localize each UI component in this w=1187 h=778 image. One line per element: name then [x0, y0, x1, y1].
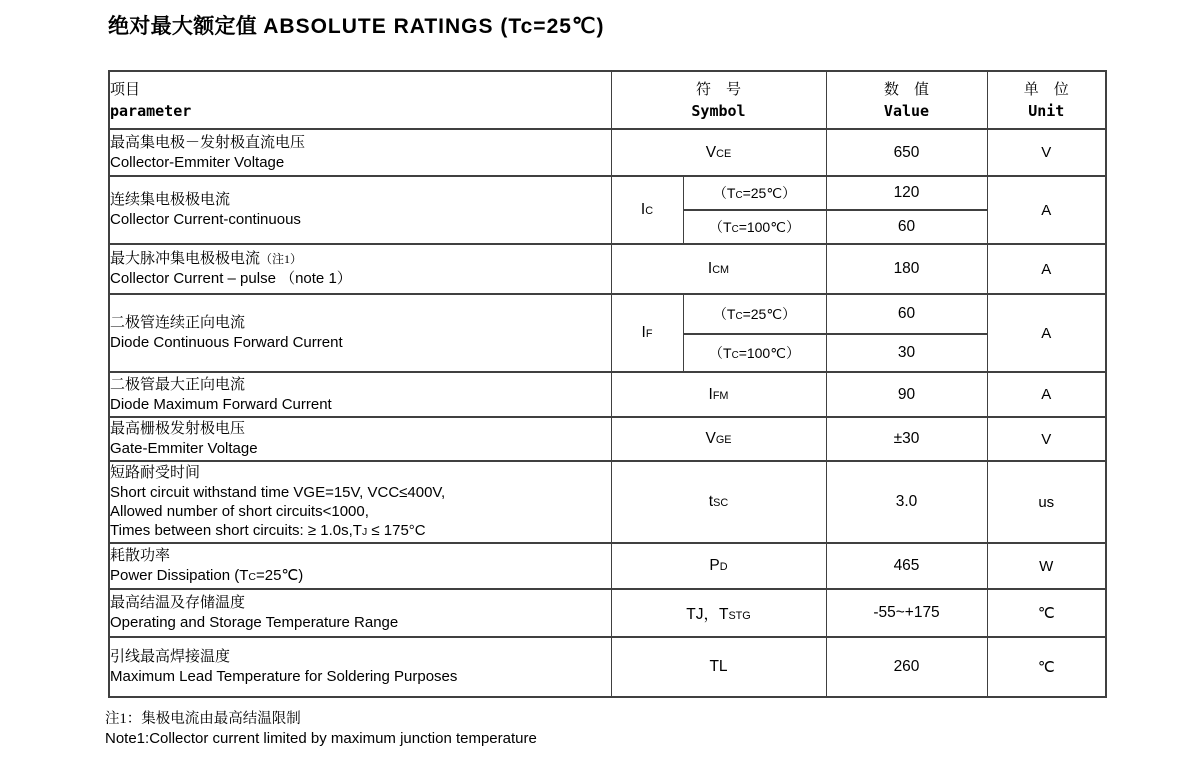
param-cell [109, 637, 611, 697]
symbol-cell: PD [611, 543, 826, 589]
unit-cell: A [987, 372, 1106, 417]
value-cell: 260 [826, 637, 987, 697]
param-en: Diode Continuous Forward Current [110, 334, 343, 351]
row-diode-max-forward-current [109, 372, 1106, 417]
page-title [108, 10, 605, 40]
param-en: Collector Current – pulse （note 1） [110, 270, 352, 287]
row-short-circuit-withstand-time [109, 461, 1106, 543]
param-cell [109, 543, 611, 589]
header-unit-zh: 单 位 [1023, 82, 1069, 98]
unit-cell: A [987, 176, 1106, 244]
unit-cell: A [987, 244, 1106, 294]
value-cell: 3.0 [826, 461, 987, 543]
param-zh: 耗散功率 [110, 548, 171, 564]
unit-cell: A [987, 294, 1106, 372]
param-en: Short circuit withstand time VGE=15V, VCC≤400V, [110, 484, 446, 501]
param-cell [109, 176, 611, 244]
table-header-row [109, 71, 1106, 129]
page-title-chinese: 绝对最大额定值 [108, 15, 258, 38]
param-en: Gate-Emmiter Voltage [110, 440, 258, 457]
header-unit [987, 71, 1106, 129]
unit-cell: us [987, 461, 1106, 543]
footnote-chinese: 注1：集极电流由最高结温限制 [105, 711, 301, 727]
condition-cell: （TC=25℃） [683, 294, 826, 334]
footnote-english: Note1:Collector current limited by maximum junction temperature [105, 730, 537, 747]
header-parameter [109, 71, 611, 129]
header-symbol [611, 71, 826, 129]
row-max-lead-temperature [109, 637, 1106, 697]
unit-cell: ℃ [987, 589, 1106, 637]
param-zh: 连续集电极极电流 [110, 192, 231, 208]
value-cell: 650 [826, 129, 987, 176]
row-power-dissipation [109, 543, 1106, 589]
param-cell [109, 417, 611, 461]
param-en: Allowed number of short circuits<1000, [110, 503, 369, 520]
param-en: Maximum Lead Temperature for Soldering Purposes [110, 668, 458, 685]
symbol-cell: VGE [611, 417, 826, 461]
absolute-ratings-table [108, 70, 1107, 698]
symbol-cell: VCE [611, 129, 826, 176]
param-cell [109, 589, 611, 637]
symbol-cell: TL [611, 637, 826, 697]
value-cell: 120 [826, 176, 987, 210]
unit-cell: ℃ [987, 637, 1106, 697]
row-collector-current-pulse [109, 244, 1106, 294]
condition-cell: （TC=100℃） [683, 334, 826, 372]
header-symbol-en: Symbol [691, 102, 746, 120]
param-cell [109, 372, 611, 417]
condition-cell: （TC=100℃） [683, 210, 826, 244]
value-cell: 465 [826, 543, 987, 589]
param-cell [109, 129, 611, 176]
footnotes [105, 709, 537, 749]
param-cell [109, 294, 611, 372]
param-zh-note: （注1） [260, 252, 303, 266]
unit-cell: W [987, 543, 1106, 589]
symbol-cell: IC [611, 176, 683, 244]
unit-cell: V [987, 417, 1106, 461]
symbol-cell: ICM [611, 244, 826, 294]
param-en: Power Dissipation (TC=25℃) [110, 567, 304, 584]
param-zh: 二极管连续正向电流 [110, 315, 246, 331]
page-title-english: ABSOLUTE RATINGS (Tc=25℃) [263, 15, 605, 38]
param-zh: 最高结温及存储温度 [110, 595, 246, 611]
value-cell: 30 [826, 334, 987, 372]
row-gate-emitter-voltage [109, 417, 1106, 461]
value-cell: -55~+175 [826, 589, 987, 637]
row-operating-storage-temperature [109, 589, 1106, 637]
header-parameter-en: parameter [110, 102, 192, 120]
header-value-zh: 数 值 [883, 82, 929, 98]
param-cell [109, 244, 611, 294]
symbol-cell: IF [611, 294, 683, 372]
unit-cell: V [987, 129, 1106, 176]
symbol-cell: tSC [611, 461, 826, 543]
row-diode-forward-current [109, 294, 1106, 334]
param-cell [109, 461, 611, 543]
value-cell: 60 [826, 210, 987, 244]
header-unit-en: Unit [1028, 102, 1065, 120]
value-cell: 60 [826, 294, 987, 334]
param-zh: 最大脉冲集电极极电流（注1） [110, 251, 303, 267]
param-en: Operating and Storage Temperature Range [110, 614, 399, 631]
param-zh: 引线最高焊接温度 [110, 649, 231, 665]
param-en: Collector-Emmiter Voltage [110, 153, 285, 171]
row-collector-emitter-voltage [109, 129, 1106, 176]
param-zh: 短路耐受时间 [110, 465, 201, 481]
value-cell: 180 [826, 244, 987, 294]
header-symbol-zh: 符 号 [695, 82, 741, 98]
param-en: Diode Maximum Forward Current [110, 395, 332, 413]
header-value [826, 71, 987, 129]
symbol-cell: IFM [611, 372, 826, 417]
value-cell: ±30 [826, 417, 987, 461]
param-en: Collector Current-continuous [110, 211, 301, 228]
param-zh: 二极管最大正向电流 [110, 376, 246, 393]
param-en: Times between short circuits: ≥ 1.0s,TJ ≤ 175°C [110, 522, 426, 539]
param-zh: 最高集电极－发射极直流电压 [110, 134, 306, 151]
header-parameter-zh: 项目 [110, 82, 141, 98]
condition-cell: （TC=25℃） [683, 176, 826, 210]
param-zh: 最高栅极发射极电压 [110, 421, 246, 437]
row-collector-current-continuous [109, 176, 1106, 210]
header-value-en: Value [883, 102, 930, 120]
value-cell: 90 [826, 372, 987, 417]
symbol-cell: TJ，TSTG [611, 589, 826, 637]
